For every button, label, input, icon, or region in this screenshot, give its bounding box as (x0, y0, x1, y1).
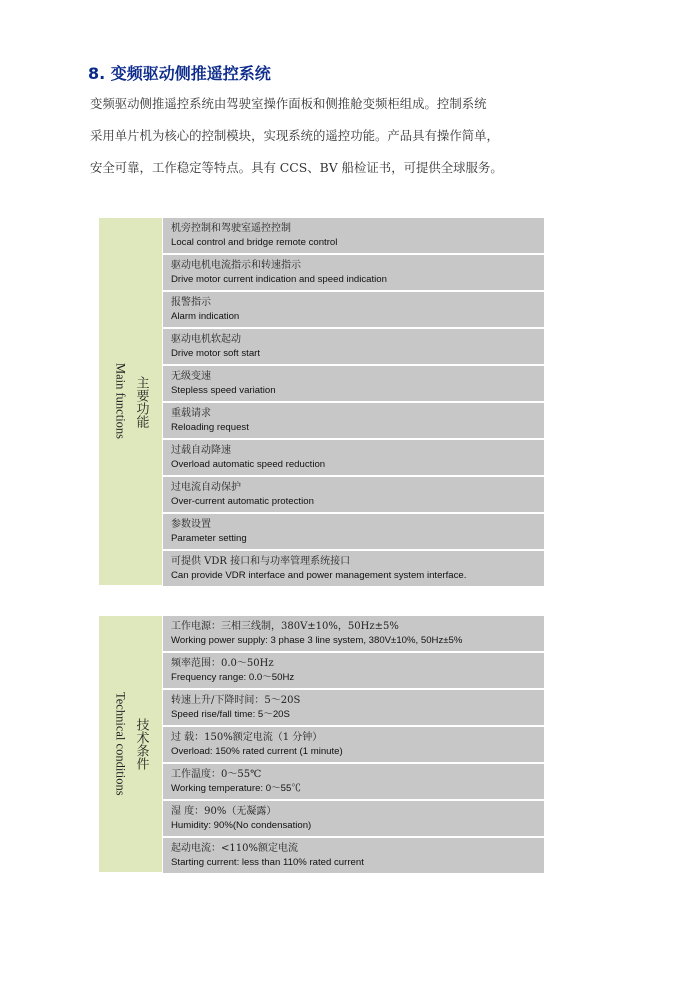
row-en: Local control and bridge remote control (171, 237, 338, 248)
row-zh: 频率范围：0.0～50Hz (171, 658, 274, 669)
technical-conditions-table (99, 616, 544, 872)
table-row (163, 255, 544, 290)
table-row (163, 514, 544, 549)
main-functions-label-zh: 主要功能 (133, 375, 149, 428)
main-functions-table (99, 218, 544, 585)
row-zh: 驱动电机软起动 (171, 334, 241, 345)
row-en: Working temperature: 0～55℃ (171, 783, 301, 794)
technical-conditions-label-zh: 技术条件 (133, 718, 149, 770)
row-zh: 参数设置 (171, 519, 211, 530)
row-en: Overload automatic speed reduction (171, 459, 326, 470)
row-en: Reloading request (171, 422, 249, 433)
row-zh: 工作温度：0～55℃ (171, 769, 262, 780)
table-row (163, 292, 544, 327)
row-en: Parameter setting (171, 533, 247, 544)
table-row (163, 218, 544, 253)
row-zh: 湿 度：90%（无凝露） (171, 806, 277, 817)
technical-conditions-label (99, 616, 162, 872)
table-row (163, 366, 544, 401)
table-row (163, 690, 544, 725)
row-zh: 无级变速 (171, 371, 211, 382)
main-functions-label-en: Main functions (113, 363, 128, 440)
row-zh: 工作电源：三相三线制，380V±10%，50Hz±5% (171, 621, 399, 632)
row-zh: 重载请求 (171, 408, 211, 419)
section-heading: 8. 变频驱动侧推遥控系统 (88, 64, 271, 83)
row-en: Humidity: 90%(No condensation) (171, 820, 312, 831)
row-en: Speed rise/fall time: 5～20S (171, 709, 290, 720)
main-functions-label (99, 218, 162, 585)
row-zh: 机旁控制和驾驶室遥控控制 (171, 223, 291, 234)
table-row (163, 838, 544, 873)
intro-paragraph (90, 91, 560, 187)
row-zh: 驱动电机电流指示和转速指示 (171, 260, 301, 271)
row-en: Can provide VDR interface and power management system interface. (171, 570, 467, 581)
table-row (163, 440, 544, 475)
row-zh: 可提供 VDR 接口和与功率管理系统接口 (171, 556, 351, 567)
intro-line: 安全可靠，工作稳定等特点。具有 CCS、BV 船检证书，可提供全球服务。 (90, 160, 503, 175)
table-row (163, 551, 544, 586)
row-en: Over-current automatic protection (171, 496, 314, 507)
row-en: Overload: 150% rated current (1 minute) (171, 746, 343, 757)
row-zh: 过电流自动保护 (171, 482, 241, 493)
row-en: Alarm indication (171, 311, 240, 322)
row-zh: 转速上升/下降时间：5～20S (171, 695, 301, 706)
row-en: Drive motor current indication and speed indication (171, 274, 387, 285)
table-row (163, 727, 544, 762)
row-zh: 起动电流：<110%额定电流 (171, 843, 298, 854)
table-row (163, 329, 544, 364)
row-en: Working power supply: 3 phase 3 line system, 380V±10%, 50Hz±5% (171, 635, 463, 646)
table-row (163, 477, 544, 512)
table-row (163, 653, 544, 688)
row-en: Frequency range: 0.0～50Hz (171, 672, 295, 683)
row-en: Starting current: less than 110% rated current (171, 857, 364, 868)
table-row (163, 801, 544, 836)
row-en: Drive motor soft start (171, 348, 261, 359)
table-row (163, 616, 544, 651)
row-zh: 过 载：150%额定电流（1 分钟） (171, 732, 323, 743)
table-row (163, 764, 544, 799)
intro-line: 采用单片机为核心的控制模块，实现系统的遥控功能。产品具有操作简单， (90, 128, 499, 143)
table-row (163, 403, 544, 438)
row-zh: 报警指示 (171, 297, 211, 308)
row-en: Stepless speed variation (171, 385, 276, 396)
technical-conditions-label-en: Technical conditions (113, 692, 128, 796)
intro-line: 变频驱动侧推遥控系统由驾驶室操作面板和侧推舱变频柜组成。控制系统 (90, 96, 487, 111)
row-zh: 过载自动降速 (171, 445, 231, 456)
